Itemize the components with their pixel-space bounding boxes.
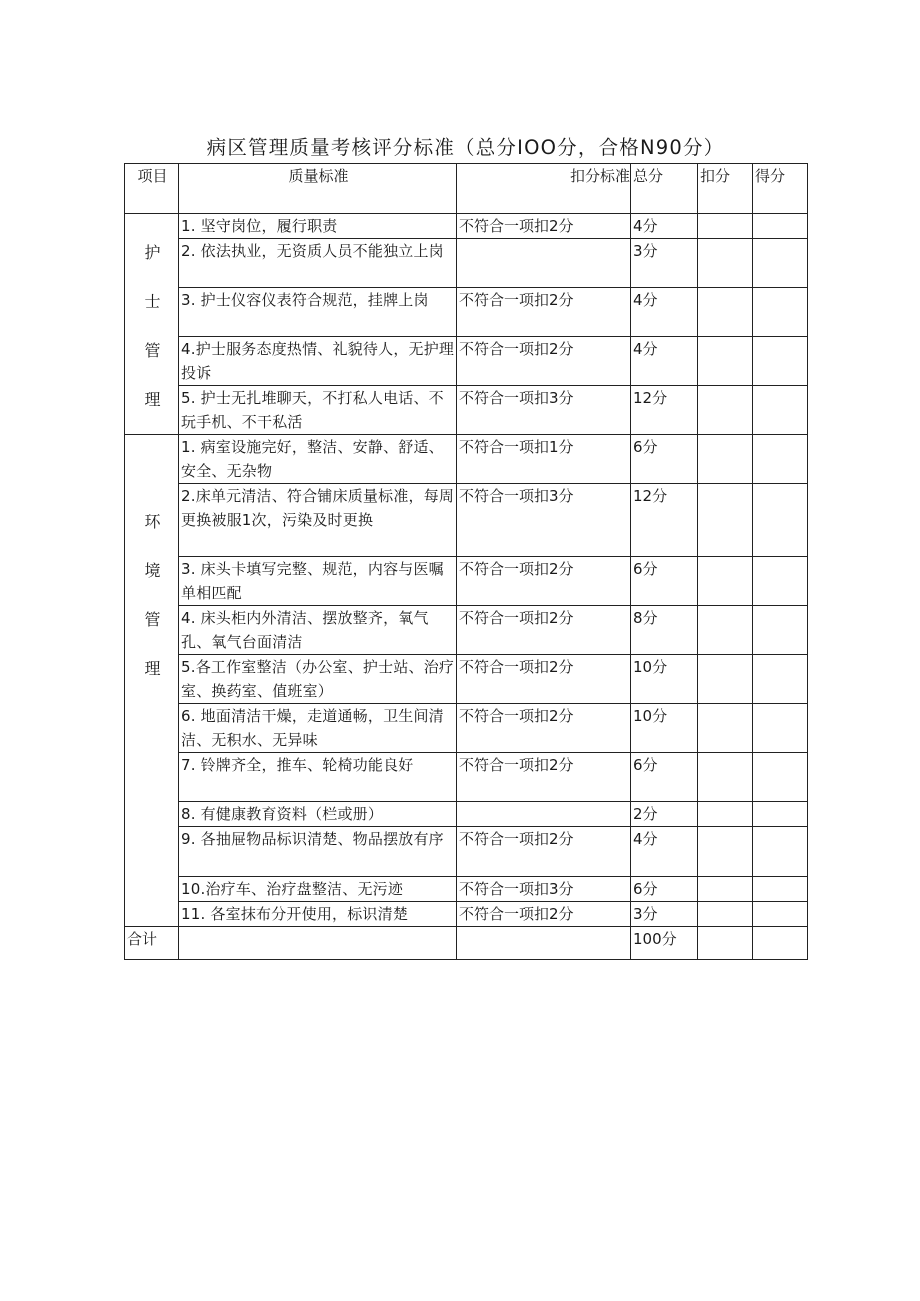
header-quality: 质量标准: [179, 164, 457, 214]
total-points: 100分: [631, 927, 698, 960]
standard-cell: 5. 护士无扎堆聊天，不打私人电话、不玩手机、不干私活: [179, 386, 457, 435]
header-row: [125, 164, 808, 214]
score-cell: [753, 655, 808, 704]
points-cell: 3分: [631, 902, 698, 927]
table-row: [125, 557, 808, 606]
table-row: [125, 214, 808, 239]
deduction-cell: 不符合一项扣2分: [457, 902, 631, 927]
score-cell: [753, 484, 808, 557]
table-row: [125, 288, 808, 337]
minus-cell: [698, 288, 753, 337]
points-cell: 12分: [631, 484, 698, 557]
table-row: [125, 877, 808, 902]
total-blank: [179, 927, 457, 960]
standard-cell: 2.床单元清洁、符合铺床质量标准，每周更换被服1次，污染及时更换: [179, 484, 457, 557]
category-char: 理: [144, 659, 161, 678]
table-row: [125, 902, 808, 927]
standard-cell: 9. 各抽屉物品标识清楚、物品摆放有序: [179, 827, 457, 877]
score-cell: [753, 557, 808, 606]
score-cell: [753, 239, 808, 288]
standard-cell: 8. 有健康教育资料（栏或册）: [179, 802, 457, 827]
minus-cell: [698, 753, 753, 802]
standard-cell: 3. 护士仪容仪表符合规范，挂牌上岗: [179, 288, 457, 337]
points-cell: 12分: [631, 386, 698, 435]
score-cell: [753, 386, 808, 435]
score-cell: [753, 902, 808, 927]
header-item: 项目: [125, 164, 179, 214]
points-cell: 4分: [631, 214, 698, 239]
points-cell: 4分: [631, 337, 698, 386]
points-cell: 6分: [631, 435, 698, 484]
deduction-cell: 不符合一项扣2分: [457, 557, 631, 606]
table-row: [125, 802, 808, 827]
category-char: 环: [144, 512, 161, 531]
minus-cell: [698, 214, 753, 239]
category-nurse: [125, 214, 179, 435]
score-cell: [753, 877, 808, 902]
minus-cell: [698, 239, 753, 288]
standard-cell: 11. 各室抹布分开使用，标识清楚: [179, 902, 457, 927]
points-cell: 6分: [631, 557, 698, 606]
minus-cell: [698, 802, 753, 827]
deduction-cell: 不符合一项扣2分: [457, 704, 631, 753]
category-char: 管: [144, 610, 161, 629]
table-row: [125, 753, 808, 802]
standard-cell: 4.护士服务态度热情、礼貌待人，无护理投诉: [179, 337, 457, 386]
table-row: [125, 337, 808, 386]
table-row: [125, 827, 808, 877]
standard-cell: 3. 床头卡填写完整、规范，内容与医嘱单相匹配: [179, 557, 457, 606]
deduction-cell: [457, 802, 631, 827]
minus-cell: [698, 386, 753, 435]
table-row: [125, 386, 808, 435]
category-char: 士: [144, 292, 161, 311]
deduction-cell: 不符合一项扣3分: [457, 386, 631, 435]
score-cell: [753, 927, 808, 960]
score-cell: [753, 435, 808, 484]
points-cell: 6分: [631, 877, 698, 902]
table-row: [125, 435, 808, 484]
standard-cell: 5.各工作室整洁（办公室、护士站、治疗室、换药室、值班室）: [179, 655, 457, 704]
minus-cell: [698, 606, 753, 655]
header-minus: 扣分: [698, 164, 753, 214]
score-cell: [753, 827, 808, 877]
minus-cell: [698, 877, 753, 902]
points-cell: 10分: [631, 704, 698, 753]
points-cell: 6分: [631, 753, 698, 802]
minus-cell: [698, 337, 753, 386]
score-cell: [753, 337, 808, 386]
points-cell: 3分: [631, 239, 698, 288]
score-cell: [753, 704, 808, 753]
total-blank: [457, 927, 631, 960]
minus-cell: [698, 557, 753, 606]
score-cell: [753, 802, 808, 827]
points-cell: 4分: [631, 288, 698, 337]
points-cell: 8分: [631, 606, 698, 655]
standard-cell: 10.治疗车、治疗盘整洁、无污迹: [179, 877, 457, 902]
minus-cell: [698, 927, 753, 960]
standard-cell: 4. 床头柜内外清洁、摆放整齐，氧气孔、氧气台面清洁: [179, 606, 457, 655]
standard-cell: 1. 病室设施完好，整洁、安静、舒适、安全、无杂物: [179, 435, 457, 484]
deduction-cell: 不符合一项扣2分: [457, 753, 631, 802]
category-char: 护: [144, 243, 161, 262]
standard-cell: 2. 依法执业，无资质人员不能独立上岗: [179, 239, 457, 288]
scoring-table: [124, 163, 808, 960]
points-cell: 4分: [631, 827, 698, 877]
deduction-cell: 不符合一项扣3分: [457, 484, 631, 557]
minus-cell: [698, 435, 753, 484]
deduction-cell: [457, 239, 631, 288]
deduction-cell: 不符合一项扣2分: [457, 606, 631, 655]
points-cell: 10分: [631, 655, 698, 704]
total-row: [125, 927, 808, 960]
category-char: 理: [144, 390, 161, 409]
standard-cell: 1. 坚守岗位，履行职责: [179, 214, 457, 239]
table-row: [125, 484, 808, 557]
standard-cell: 7. 铃牌齐全，推车、轮椅功能良好: [179, 753, 457, 802]
deduction-cell: 不符合一项扣2分: [457, 337, 631, 386]
table-row: [125, 704, 808, 753]
category-char: 境: [144, 561, 161, 580]
minus-cell: [698, 484, 753, 557]
score-cell: [753, 606, 808, 655]
minus-cell: [698, 827, 753, 877]
minus-cell: [698, 902, 753, 927]
category-char: 管: [144, 341, 161, 360]
deduction-cell: 不符合一项扣2分: [457, 214, 631, 239]
header-total: 总分: [631, 164, 698, 214]
deduction-cell: 不符合一项扣2分: [457, 655, 631, 704]
page-title: 病区管理质量考核评分标准（总分IOO分，合格N90分）: [206, 136, 725, 159]
table-row: [125, 239, 808, 288]
deduction-cell: 不符合一项扣2分: [457, 288, 631, 337]
deduction-cell: 不符合一项扣3分: [457, 877, 631, 902]
total-label: 合计: [125, 927, 179, 960]
score-cell: [753, 753, 808, 802]
deduction-cell: 不符合一项扣2分: [457, 827, 631, 877]
table-row: [125, 606, 808, 655]
score-cell: [753, 288, 808, 337]
points-cell: 2分: [631, 802, 698, 827]
deduction-cell: 不符合一项扣1分: [457, 435, 631, 484]
minus-cell: [698, 655, 753, 704]
category-environment: [125, 435, 179, 927]
header-score: 得分: [753, 164, 808, 214]
score-cell: [753, 214, 808, 239]
table-row: [125, 655, 808, 704]
header-deduct: 扣分标准: [457, 164, 631, 214]
minus-cell: [698, 704, 753, 753]
standard-cell: 6. 地面清洁干燥，走道通畅，卫生间清洁、无积水、无异味: [179, 704, 457, 753]
